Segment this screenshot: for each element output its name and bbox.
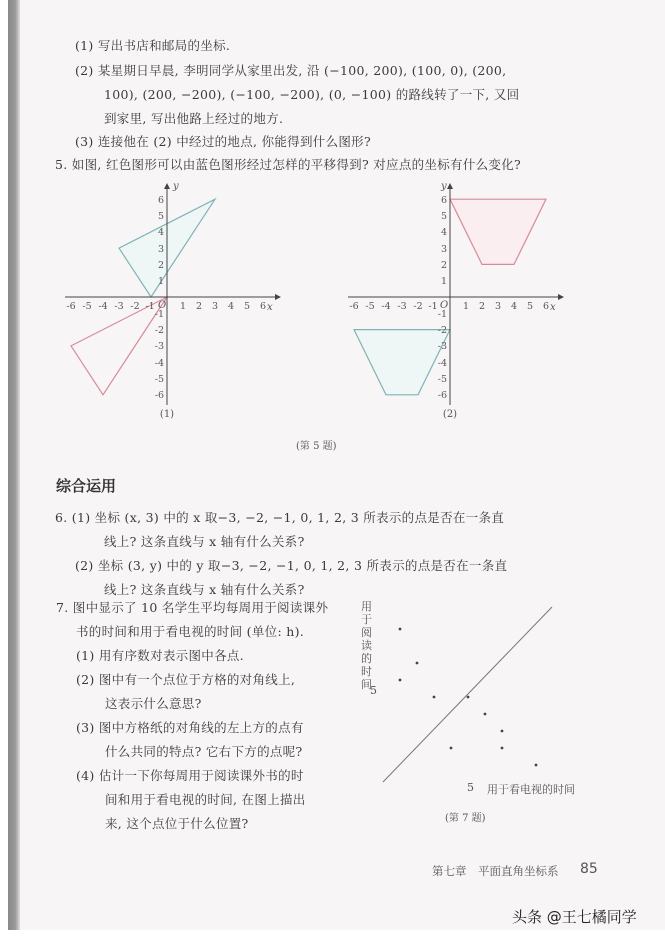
svg-text:5: 5	[526, 301, 534, 312]
red-trapezoid	[450, 199, 546, 264]
problem7-q4-line3: 来, 这个点位于什么位置?	[105, 816, 249, 831]
problem4-part1: (1) 写出书店和邮局的坐标.	[75, 38, 231, 53]
blue-trapezoid	[354, 330, 450, 395]
problem4-part3: (3) 连接他在 (2) 中经过的地点, 你能得到什么图形?	[75, 134, 371, 149]
svg-text:-6: -6	[66, 301, 76, 312]
svg-text:-6: -6	[154, 390, 164, 401]
problem6-part1-line1: 6. (1) 坐标 (x, 3) 中的 x 取−3, −2, −1, 0, 1, 2, 3 所表示的点是否在一条直	[55, 510, 505, 525]
problem6-part2-line1: (2) 坐标 (3, y) 中的 y 取−3, −2, −1, 0, 1, 2, 3 所表示的点是否在一条直	[75, 558, 508, 573]
figure5-graph2	[338, 178, 588, 428]
svg-text:-5: -5	[437, 374, 447, 385]
problem7-line2: 书的时间和用于看电视的时间 (单位: h).	[76, 624, 305, 639]
problem7-line1: 7. 图中显示了 10 名学生平均每周用于阅读课外	[56, 600, 329, 615]
svg-text:-1: -1	[145, 301, 155, 312]
svg-text:5: 5	[157, 211, 164, 222]
svg-text:-3: -3	[154, 341, 164, 352]
watermark: 头条 @王七橘同学	[512, 908, 637, 926]
svg-text:-4: -4	[381, 301, 391, 312]
figure5-label2: (2)	[442, 409, 458, 420]
svg-text:y: y	[441, 181, 447, 192]
page-number: 85	[580, 861, 598, 877]
svg-text:-2: -2	[437, 325, 447, 336]
svg-text:3: 3	[494, 301, 502, 312]
svg-text:-4: -4	[98, 301, 108, 312]
problem7-q1: (1) 用有序数对表示图中各点.	[76, 648, 244, 663]
svg-text:x: x	[267, 302, 273, 313]
svg-text:6: 6	[542, 301, 550, 312]
svg-text:2: 2	[195, 301, 203, 312]
problem7-q4-line2: 间和用于看电视的时间, 在图上描出	[105, 792, 306, 807]
svg-text:-3: -3	[397, 301, 407, 312]
svg-text:-1: -1	[154, 309, 164, 320]
svg-text:4: 4	[227, 301, 235, 312]
svg-text:y: y	[173, 181, 179, 192]
svg-text:3: 3	[440, 244, 447, 255]
svg-text:2: 2	[478, 301, 486, 312]
problem7-q3-line2: 什么共同的特点? 它右下方的点呢?	[105, 744, 303, 759]
svg-text:-5: -5	[82, 301, 92, 312]
svg-text:O: O	[158, 300, 167, 311]
svg-text:5: 5	[243, 301, 251, 312]
svg-text:-2: -2	[413, 301, 423, 312]
svg-text:6: 6	[259, 301, 267, 312]
problem4-part2-line2: 100), (200, −200), (−100, −200), (0, −100) 的路线转了一下, 又回	[104, 87, 520, 102]
svg-text:2: 2	[157, 260, 164, 271]
svg-text:-3: -3	[114, 301, 124, 312]
svg-text:-5: -5	[154, 374, 164, 385]
svg-text:5: 5	[440, 211, 447, 222]
svg-text:-6: -6	[349, 301, 359, 312]
svg-text:1: 1	[440, 276, 447, 287]
svg-text:-1: -1	[428, 301, 438, 312]
svg-text:-2: -2	[130, 301, 140, 312]
svg-text:x: x	[550, 302, 556, 313]
svg-text:1: 1	[157, 276, 164, 287]
figure5-graph1	[55, 178, 305, 428]
chart7-caption: (第 7 题)	[445, 813, 486, 824]
problem6-part1-line2: 线上? 这条直线与 x 轴有什么关系?	[104, 534, 305, 549]
svg-text:-2: -2	[154, 325, 164, 336]
svg-text:3: 3	[157, 244, 164, 255]
book-spine-shadow	[8, 0, 20, 930]
section-heading: 综合运用	[56, 477, 117, 495]
svg-text:3: 3	[211, 301, 219, 312]
svg-text:4: 4	[440, 227, 447, 238]
diagonal-line	[383, 607, 552, 782]
svg-text:6: 6	[157, 195, 164, 206]
svg-text:-6: -6	[437, 390, 447, 401]
chart7-ylabel: 用于阅读的时间	[361, 600, 372, 691]
svg-text:-5: -5	[365, 301, 375, 312]
problem7-q2-line1: (2) 图中有一个点位于方格的对角线上,	[76, 672, 296, 687]
problem6-part2-line2: 线上? 这条直线与 x 轴有什么关系?	[104, 582, 305, 597]
svg-text:-3: -3	[437, 341, 447, 352]
figure5-label1: (1)	[159, 409, 175, 420]
svg-text:-4: -4	[154, 358, 164, 369]
svg-text:O: O	[440, 300, 449, 311]
problem5-text: 5. 如图, 红色图形可以由蓝色图形经过怎样的平移得到? 对应点的坐标有什么变化?	[55, 157, 522, 172]
problem7-q4-line1: (4) 估计一下你每周用于阅读课外书的时	[76, 768, 304, 783]
svg-text:6: 6	[440, 195, 447, 206]
chart7-ytick-5: 5	[370, 684, 377, 697]
svg-text:1: 1	[462, 301, 470, 312]
chart7-xtick-5: 5	[467, 781, 474, 794]
chart7-scatter	[380, 600, 570, 790]
svg-text:4: 4	[510, 301, 518, 312]
figure5-caption: (第 5 题)	[296, 441, 337, 452]
problem4-part2-line1: (2) 某星期日早晨, 李明同学从家里出发, 沿 (−100, 200), (100, 0), (200,	[75, 63, 507, 78]
svg-text:1: 1	[179, 301, 187, 312]
problem7-q2-line2: 这表示什么意思?	[105, 696, 202, 711]
svg-text:-4: -4	[437, 358, 447, 369]
problem4-part2-line3: 到家里, 写出他路上经过的地方.	[104, 111, 284, 126]
svg-text:4: 4	[157, 227, 164, 238]
chart7-xlabel: 用于看电视的时间	[487, 783, 575, 796]
svg-text:-1: -1	[437, 309, 447, 320]
chapter-title: 第七章 平面直角坐标系	[432, 864, 559, 878]
svg-text:2: 2	[440, 260, 447, 271]
problem7-q3-line1: (3) 图中方格纸的对角线的左上方的点有	[76, 720, 304, 735]
